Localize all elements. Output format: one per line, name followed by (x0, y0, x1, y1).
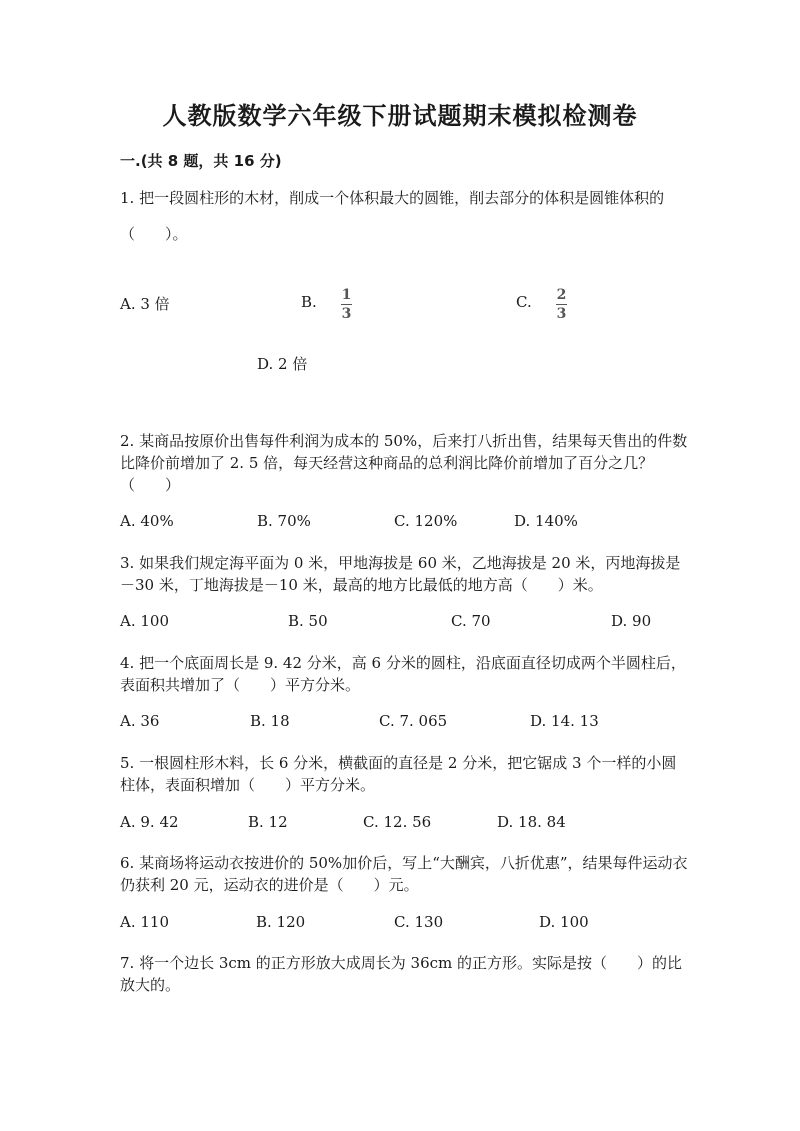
question-1-text: 1. 把一段圆柱形的木材，削成一个体积最大的圆锥，削去部分的体积是圆锥体积的（ ）。 (120, 189, 665, 243)
question-4-option-d[interactable]: D. 14. 13 (530, 712, 599, 730)
question-2-option-a[interactable]: A. 40% (120, 512, 174, 530)
fraction-bar (556, 304, 567, 305)
fraction-denominator: 3 (556, 306, 567, 322)
question-1-option-b[interactable]: B. (301, 293, 317, 311)
fraction-numerator: 2 (556, 287, 567, 303)
question-5-option-d[interactable]: D. 18. 84 (497, 813, 566, 831)
page-title: 人教版数学六年级下册试题期末模拟检测卷 (162, 102, 638, 130)
question-2-option-b[interactable]: B. 70% (257, 512, 311, 530)
question-6-text: 6. 某商场将运动衣按进价的 50%加价后，写上“大酬宾，八折优惠”，结果每件运动衣仍获利 20 元，运动衣的进价是（ ）元。 (120, 854, 688, 894)
question-3-option-b[interactable]: B. 50 (288, 612, 328, 630)
question-7-text: 7. 将一个边长 3cm 的正方形放大成周长为 36cm 的正方形。实际是按（ ）的比放大的。 (120, 954, 683, 994)
question-6-option-d[interactable]: D. 100 (539, 913, 589, 931)
question-2-option-c[interactable]: C. 120% (394, 512, 458, 530)
question-1-option-c-fraction (556, 287, 567, 322)
question-2-text: 2. 某商品按原价出售每件利润为成本的 50%，后来打八折出售，结果每天售出的件数比降价前增加了 2. 5 倍，每天经营这种商品的总利润比降价前增加了百分之几？（ ） (120, 432, 688, 494)
question-1-option-d[interactable]: D. 2 倍 (257, 355, 308, 373)
fraction-numerator: 1 (341, 287, 352, 303)
question-6-option-b[interactable]: B. 120 (256, 913, 306, 931)
question-6-option-c[interactable]: C. 130 (394, 913, 444, 931)
question-1-option-c[interactable]: C. (516, 293, 532, 311)
question-3-option-a[interactable]: A. 100 (120, 612, 169, 630)
question-2-option-d[interactable]: D. 140% (514, 512, 578, 530)
section-header: 一.(共 8 题，共 16 分) (120, 152, 282, 170)
question-4-text: 4. 把一个底面周长是 9. 42 分米，高 6 分米的圆柱，沿底面直径切成两个半圆柱后，表面积共增加了（ ）平方分米。 (120, 654, 686, 694)
question-1-option-b-fraction (341, 287, 352, 322)
question-4-option-a[interactable]: A. 36 (120, 712, 160, 730)
question-3-option-c[interactable]: C. 70 (451, 612, 491, 630)
question-5-option-c[interactable]: C. 12. 56 (363, 813, 432, 831)
question-1-option-a[interactable]: A. 3 倍 (120, 295, 170, 313)
question-3-text: 3. 如果我们规定海平面为 0 米，甲地海拔是 60 米，乙地海拔是 20 米，丙地海拔是－30 米，丁地海拔是－10 米，最高的地方比最低的地方高（ ）米。 (120, 554, 681, 594)
question-4-option-c[interactable]: C. 7. 065 (379, 712, 448, 730)
fraction-bar (341, 304, 352, 305)
question-5-option-b[interactable]: B. 12 (248, 813, 288, 831)
fraction-denominator: 3 (341, 306, 352, 322)
question-6-option-a[interactable]: A. 110 (120, 913, 169, 931)
question-5-option-a[interactable]: A. 9. 42 (120, 813, 179, 831)
question-5-text: 5. 一根圆柱形木料，长 6 分米，横截面的直径是 2 分米，把它锯成 3 个一样的小圆柱体，表面积增加（ ）平方分米。 (120, 754, 677, 794)
question-4-option-b[interactable]: B. 18 (250, 712, 290, 730)
question-3-option-d[interactable]: D. 90 (611, 612, 652, 630)
